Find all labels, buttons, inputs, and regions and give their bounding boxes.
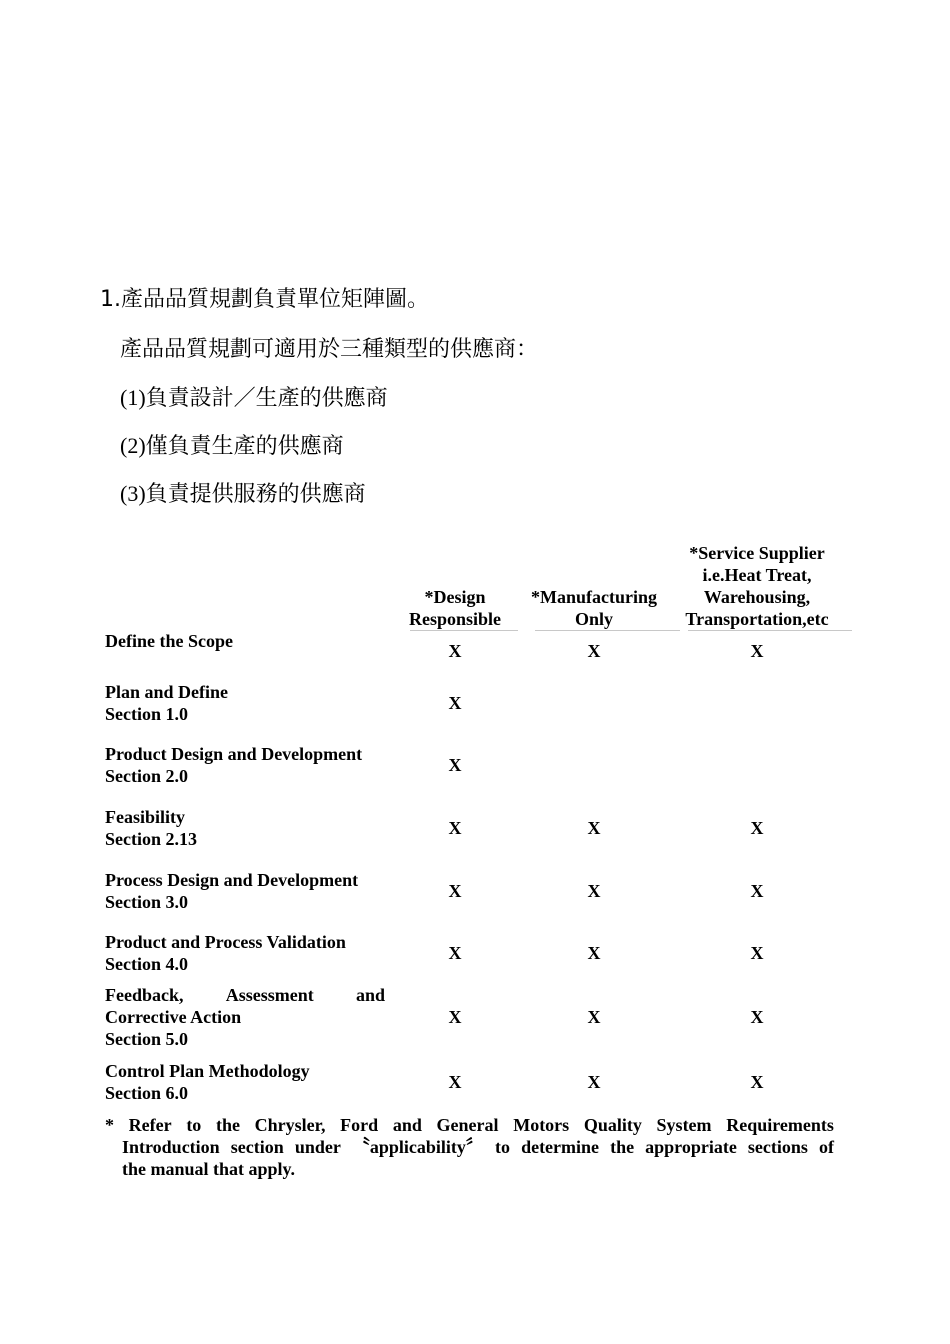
row-label-word: and <box>355 985 385 1005</box>
responsibility-mark: X <box>448 1072 462 1092</box>
row-label-line: Section 5.0 <box>105 1029 188 1049</box>
responsibility-mark: X <box>750 943 764 963</box>
footnote-word: Ford <box>340 1115 379 1135</box>
responsibility-mark: X <box>448 881 462 901</box>
column-header-design-responsible <box>395 586 515 630</box>
responsibility-mark: X <box>587 943 601 963</box>
supplier-type-number: (3) <box>120 481 146 506</box>
responsibility-mark: X <box>448 641 462 661</box>
row-label-line: Section 1.0 <box>105 704 188 724</box>
row-label-line: Product Design and Development <box>105 744 363 764</box>
column-underline <box>535 630 680 631</box>
responsibility-mark: X <box>750 881 764 901</box>
supplier-type-text: 僅負責生產的供應商 <box>145 434 344 459</box>
column-header-line: Warehousing, <box>703 587 811 607</box>
footnote-word: General <box>436 1115 499 1135</box>
row-label-plan-define <box>105 681 385 725</box>
responsibility-mark: X <box>750 641 764 661</box>
row-label-validation <box>105 931 385 975</box>
footnote-word: System <box>656 1115 712 1135</box>
supplier-type-3 <box>120 482 366 507</box>
row-label-line: Plan and Define <box>105 682 229 702</box>
footnote-word: * <box>105 1115 114 1135</box>
row-label-define-scope <box>105 630 385 652</box>
supplier-type-number: (2) <box>120 433 146 458</box>
column-header-line: i.e.Heat Treat, <box>702 565 812 585</box>
row-label-line: Section 2.0 <box>105 766 188 786</box>
column-header-line: Transportation,etc <box>685 609 829 629</box>
supplier-type-1 <box>120 386 388 411</box>
supplier-type-number: (1) <box>120 385 146 410</box>
responsibility-mark: X <box>587 1007 601 1027</box>
row-label-line: Define the Scope <box>105 631 233 651</box>
row-label-line: Product and Process Validation <box>105 932 346 952</box>
footnote-word: Motors <box>513 1115 570 1135</box>
responsibility-mark: X <box>448 943 462 963</box>
column-header-line: Only <box>574 609 613 629</box>
row-label-product-design <box>105 743 385 787</box>
footnote-word: to <box>495 1137 510 1157</box>
responsibility-mark: X <box>448 693 462 713</box>
footnote-word: Introduction <box>122 1137 220 1157</box>
supplier-type-2 <box>120 434 344 459</box>
supplier-type-text: 負責提供服務的供應商 <box>145 482 366 507</box>
footnote-word: sections <box>747 1137 808 1157</box>
footnote-line-1 <box>105 1114 834 1136</box>
applicability-subheading: 產品品質規劃可適用於三種類型的供應商： <box>120 337 539 362</box>
footnote-word: determine <box>521 1137 600 1157</box>
footnote-word: Requirements <box>726 1115 834 1135</box>
row-label-line: Corrective Action <box>105 1007 242 1027</box>
column-underline <box>688 630 852 631</box>
row-label-line: Feasibility <box>105 807 185 827</box>
footnote-line-2 <box>105 1136 834 1158</box>
row-label-feasibility <box>105 806 385 850</box>
footnote-word: under <box>294 1137 341 1157</box>
footnote-word: appropriate <box>645 1137 737 1157</box>
column-header-line: *Service Supplier <box>689 543 825 563</box>
row-label-word: Assessment <box>225 985 314 1005</box>
row-label-line: Control Plan Methodology <box>105 1061 310 1081</box>
footnote-word: section <box>230 1137 284 1157</box>
responsibility-mark: X <box>587 881 601 901</box>
column-header-line: *Manufacturing <box>531 587 657 607</box>
footnote-word: and <box>392 1115 422 1135</box>
footnote-word: Quality <box>583 1115 642 1135</box>
footnote-word: Refer <box>128 1115 172 1135</box>
column-header-line: Responsible <box>408 609 502 629</box>
responsibility-mark: X <box>587 1072 601 1092</box>
responsibility-mark: X <box>448 755 462 775</box>
footnote-word: Chrysler, <box>254 1115 326 1135</box>
row-label-line: Section 6.0 <box>105 1083 188 1103</box>
row-label-control-plan <box>105 1060 385 1104</box>
responsibility-mark: X <box>587 641 601 661</box>
row-label-word: Feedback, <box>105 985 184 1005</box>
footnote-word: the <box>215 1115 240 1135</box>
column-header-line: *Design <box>424 587 486 607</box>
responsibility-mark: X <box>750 818 764 838</box>
row-label-line: Section 3.0 <box>105 892 188 912</box>
footnote-line-3: the manual that apply. <box>122 1159 296 1179</box>
row-label-feedback <box>105 984 385 1050</box>
matrix-heading: 1.產品品質規劃負責單位矩陣圖。 <box>100 287 429 312</box>
footnote-word: 〝applicability〞 <box>351 1137 484 1157</box>
responsibility-mark: X <box>750 1007 764 1027</box>
footnote-word: of <box>818 1137 834 1157</box>
responsibility-mark: X <box>448 818 462 838</box>
row-label-line: Process Design and Development <box>105 870 359 890</box>
responsibility-mark: X <box>587 818 601 838</box>
footnote-word: to <box>186 1115 202 1135</box>
footnote-word: the <box>610 1137 635 1157</box>
responsibility-mark: X <box>750 1072 764 1092</box>
footnote <box>105 1114 834 1180</box>
row-label-line: Section 2.13 <box>105 829 197 849</box>
row-label-line <box>105 984 385 1006</box>
column-underline <box>410 630 518 631</box>
column-header-manufacturing-only <box>520 586 668 630</box>
supplier-type-text: 負責設計／生產的供應商 <box>145 386 388 411</box>
responsibility-mark: X <box>448 1007 462 1027</box>
row-label-line: Section 4.0 <box>105 954 188 974</box>
row-label-process-design <box>105 869 385 913</box>
column-header-service-supplier <box>678 542 836 630</box>
